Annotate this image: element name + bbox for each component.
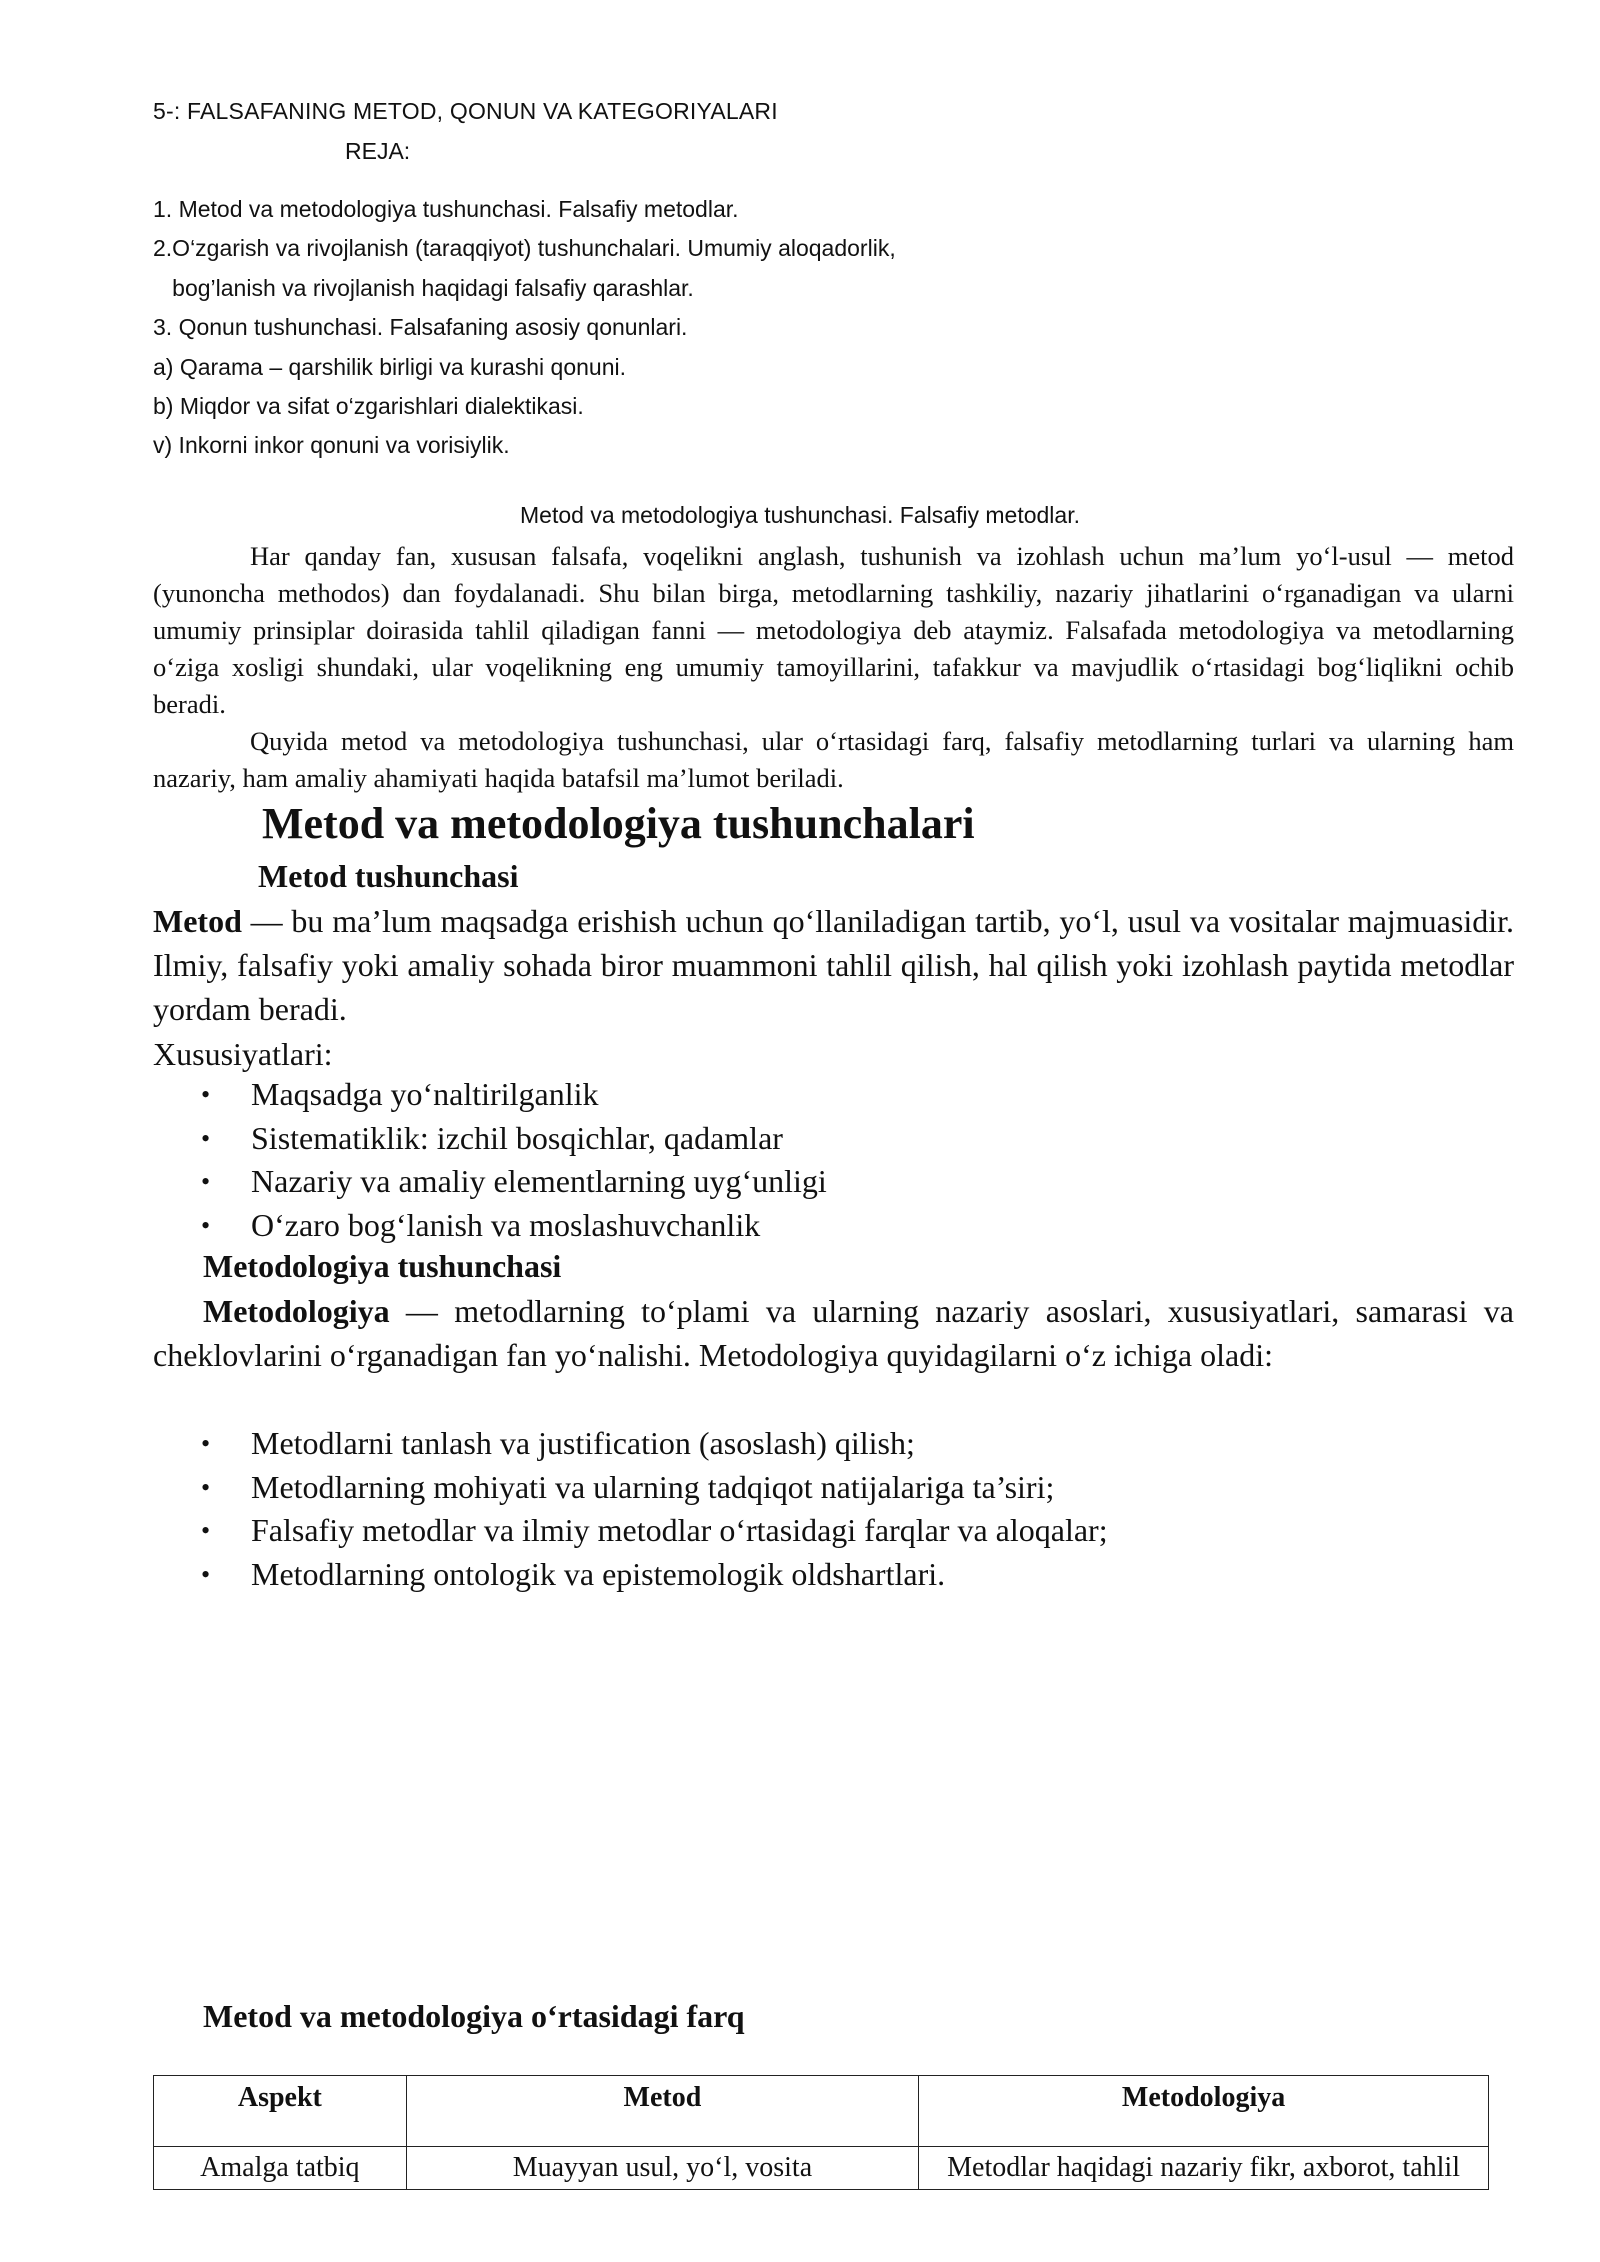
column-header: Aspekt — [154, 2076, 407, 2147]
table-cell: Metodlar haqidagi nazariy fikr, axborot, tahlil — [919, 2147, 1489, 2190]
bullet-icon: • — [201, 1123, 211, 1153]
plan-item: b) Miqdor va sifat o‘zgarishlari dialektikasi. — [153, 392, 584, 419]
list-item: • Metodlarning mohiyati va ularning tadqiqot natijalariga ta’siri; — [153, 1466, 1514, 1510]
bullet-icon: • — [201, 1429, 211, 1458]
metodologiya-definition-text: — metodlarning to‘plami va ularning nazariy asoslari, xususiyatlari, samarasi va cheklovlarini o‘rganadigan fan yo‘nalishi. Metodologiya quyidagilarni o‘z ichiga oladi: — [153, 1293, 1514, 1373]
list-item: • Maqsadga yo‘naltirilganlik — [153, 1073, 1514, 1117]
subsection-heading-metod: Metod tushunchasi — [258, 858, 519, 894]
plan-item: 2.O‘zgarish va rivojlanish (taraqqiyot) tushunchalari. Umumiy aloqadorlik, — [153, 235, 896, 262]
intro-text — [153, 538, 1514, 797]
metodologiya-term: Metodologiya — [203, 1293, 390, 1329]
intro-paragraph: Quyida metod va metodologiya tushunchasi, ular o‘rtasidagi farq, falsafiy metodlarning turlari va ularning ham nazariy, ham amaliy ahamiyati haqida batafsil ma’lumot beriladi. — [153, 726, 1514, 793]
list-item: • Metodlarning ontologik va epistemologik oldshartlari. — [153, 1553, 1514, 1597]
plan-item: bog’lanish va rivojlanish haqidagi falsafiy qarashlar. — [153, 274, 694, 301]
metod-definition-text: — bu ma’lum maqsadga erishish uchun qo‘llaniladigan tartib, yo‘l, usul va vositalar majmuasidir. Ilmiy, falsafiy yoki amaliy sohada biror muammoni tahlil qilish, hal qilish yoki izohlash paytida metodlar yordam beradi. — [153, 903, 1514, 1027]
table-cell: Amalga tatbiq — [154, 2147, 407, 2190]
plan-item: v) Inkorni inkor qonuni va vorisiylik. — [153, 432, 510, 459]
list-item: • Nazariy va amaliy elementlarning uyg‘unligi — [153, 1160, 1514, 1204]
plan-label: REJA: — [345, 138, 411, 164]
metod-term: Metod — [153, 903, 242, 939]
bullet-icon: • — [201, 1080, 211, 1109]
plan-list — [153, 190, 1153, 466]
list-item: • Metodlarni tanlash va justification (asoslash) qilish; — [153, 1422, 1514, 1466]
plan-item: 3. Qonun tushunchasi. Falsafaning asosiy qonunlari. — [153, 314, 688, 341]
section-heading: Metod va metodologiya tushunchalari — [262, 799, 975, 848]
plan-item: a) Qarama – qarshilik birligi va kurashi qonuni. — [153, 353, 626, 380]
comparison-table — [153, 2075, 1489, 2190]
features-list — [153, 1073, 1514, 1247]
bullet-icon: • — [201, 1559, 211, 1589]
bullet-icon: • — [201, 1210, 211, 1240]
plan-item: 1. Metod va metodologiya tushunchasi. Falsafiy metodlar. — [153, 196, 739, 222]
metodologiya-list — [153, 1422, 1514, 1596]
list-item: • Sistematiklik: izchil bosqichlar, qadamlar — [153, 1117, 1514, 1161]
metodologiya-definition — [153, 1289, 1514, 1377]
table-cell: Muayyan usul, yo‘l, vosita — [406, 2147, 918, 2190]
column-header: Metod — [406, 2076, 918, 2147]
features-label: Xususiyatlari: — [153, 1036, 333, 1072]
bullet-icon: • — [201, 1516, 211, 1546]
subsection-heading-metodologiya: Metodologiya tushunchasi — [203, 1248, 562, 1284]
list-item: • O‘zaro bog‘lanish va moslashuvchanlik — [153, 1204, 1514, 1248]
table-row — [154, 2147, 1489, 2190]
table-header-row — [154, 2076, 1489, 2147]
intro-heading: Metod va metodologiya tushunchasi. Falsafiy metodlar. — [520, 502, 1080, 528]
document-title: 5-: FALSAFANING METOD, QONUN VA KATEGORIYALARI — [153, 98, 778, 124]
bullet-icon: • — [201, 1472, 211, 1502]
comparison-heading: Metod va metodologiya o‘rtasidagi farq — [203, 1998, 745, 2034]
column-header: Metodologiya — [919, 2076, 1489, 2147]
metod-definition — [153, 899, 1514, 1031]
bullet-icon: • — [201, 1167, 211, 1197]
intro-paragraph: Har qanday fan, xususan falsafa, voqelikni anglash, tushunish va izohlash uchun ma’lum yo‘l-usul — metod (yunoncha methodos) dan foydalanadi. Shu bilan birga, metodlarning tashkiliy, nazariy jihatlarini o‘rganadigan va ularni umumiy prinsiplar doirasida tahlil qiladigan fanni — metodologiya deb ataymiz. Falsafada metodologiya va metodlarning o‘ziga xosligi shundaki, ular voqelikning eng umumiy tamoyillarini, tafakkur va mavjudlik o‘rtasidagi bog‘liqlikni ochib beradi. — [153, 541, 1514, 719]
list-item: • Falsafiy metodlar va ilmiy metodlar o‘rtasidagi farqlar va aloqalar; — [153, 1509, 1514, 1553]
